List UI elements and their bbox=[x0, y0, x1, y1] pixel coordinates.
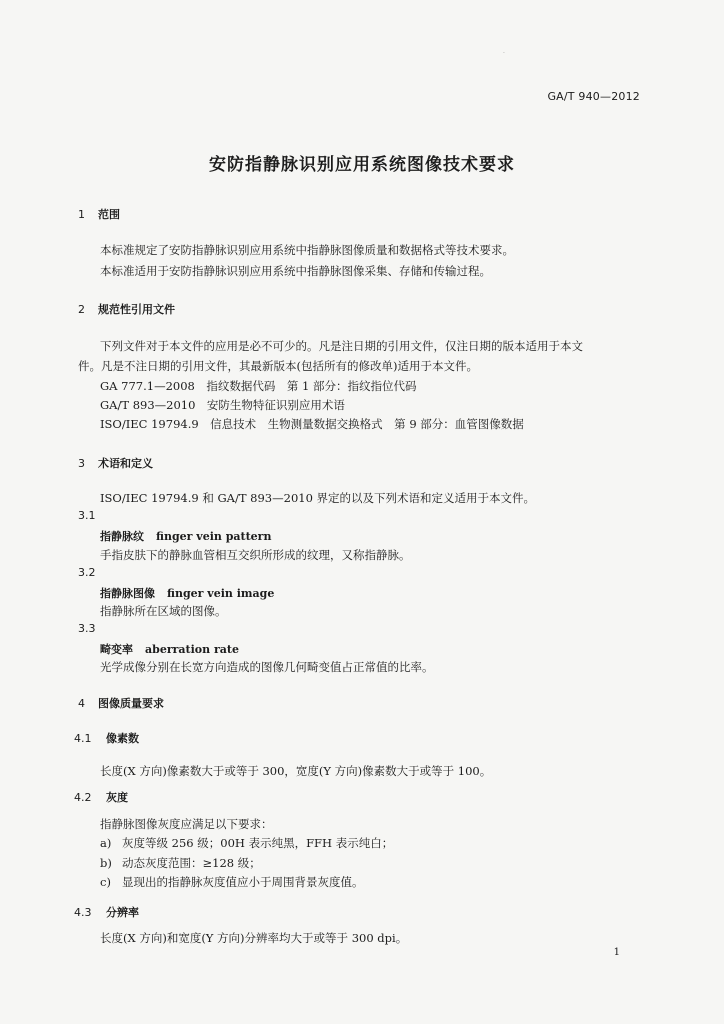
section-1-para-1: 本标准规定了安防指静脉识别应用系统中指静脉图像质量和数据格式等技术要求。 bbox=[100, 243, 514, 257]
section-number: 4 bbox=[78, 697, 85, 710]
section-3-heading bbox=[78, 455, 153, 471]
list-label: c) bbox=[100, 875, 111, 889]
term-definition: 光学成像分别在长宽方向造成的图像几何畸变值占正常值的比率。 bbox=[100, 660, 434, 674]
reference-item: GA 777.1—2008 指纹数据代码 第 1 部分：指纹指位代码 bbox=[100, 379, 417, 393]
term-en: finger vein pattern bbox=[156, 530, 272, 543]
subsection-number: 4.3 bbox=[74, 906, 92, 919]
section-2-para-line-2: 件。凡是不注日期的引用文件，其最新版本(包括所有的修改单)适用于本文件。 bbox=[78, 359, 478, 373]
page-number: 1 bbox=[613, 947, 620, 958]
list-label: a) bbox=[100, 836, 112, 850]
subsection-4-3-heading bbox=[74, 904, 139, 920]
subsection-title: 分辨率 bbox=[106, 906, 139, 919]
subsection-number: 4.1 bbox=[74, 732, 92, 745]
reference-item: ISO/IEC 19794.9 信息技术 生物测量数据交换格式 第 9 部分：血管图像数据 bbox=[100, 417, 524, 431]
section-number: 3 bbox=[78, 457, 85, 470]
list-item-b bbox=[100, 855, 261, 871]
list-label: b) bbox=[100, 856, 112, 870]
list-item-c bbox=[100, 874, 364, 890]
term-en: finger vein image bbox=[167, 587, 275, 600]
section-4-heading bbox=[78, 695, 164, 711]
section-3-intro: ISO/IEC 19794.9 和 GA/T 893—2010 界定的以及下列术语和定义适用于本文件。 bbox=[100, 491, 536, 505]
list-text: 动态灰度范围：≥128 级； bbox=[122, 856, 261, 870]
term-heading bbox=[100, 528, 271, 544]
subsection-number: 4.2 bbox=[74, 791, 92, 804]
term-definition: 指静脉所在区域的图像。 bbox=[100, 604, 227, 618]
list-text: 灰度等级 256 级；00H 表示纯黑，FFH 表示纯白； bbox=[122, 836, 394, 850]
section-number: 1 bbox=[78, 208, 85, 221]
subsection-4-1-heading bbox=[74, 730, 139, 746]
section-1-heading bbox=[78, 206, 120, 222]
list-item-a bbox=[100, 835, 393, 851]
document-title: 安防指静脉识别应用系统图像技术要求 bbox=[209, 155, 515, 175]
scan-speck: · bbox=[503, 50, 505, 57]
subsection-4-3-text: 长度(X 方向)和宽度(Y 方向)分辨率均大于或等于 300 dpi。 bbox=[100, 931, 408, 945]
term-en: aberration rate bbox=[145, 643, 239, 656]
subsection-title: 灰度 bbox=[106, 791, 128, 804]
section-number: 2 bbox=[78, 303, 85, 316]
subsection-4-2-heading bbox=[74, 789, 128, 805]
term-number: 3.1 bbox=[78, 509, 96, 522]
term-heading bbox=[100, 641, 239, 657]
term-zh: 指静脉纹 bbox=[100, 530, 144, 543]
section-2-heading bbox=[78, 301, 175, 317]
term-number: 3.3 bbox=[78, 622, 96, 635]
subsection-4-2-intro: 指静脉图像灰度应满足以下要求： bbox=[100, 817, 273, 831]
subsection-title: 像素数 bbox=[106, 732, 139, 745]
section-title: 图像质量要求 bbox=[98, 697, 164, 710]
section-2-para-line-1: 下列文件对于本文件的应用是必不可少的。凡是注日期的引用文件，仅注日期的版本适用于本文 bbox=[100, 339, 583, 353]
term-definition: 手指皮肤下的静脉血管相互交织所形成的纹理，又称指静脉。 bbox=[100, 548, 411, 562]
term-zh: 指静脉图像 bbox=[100, 587, 155, 600]
section-title: 术语和定义 bbox=[98, 457, 153, 470]
section-title: 规范性引用文件 bbox=[98, 303, 175, 316]
term-heading bbox=[100, 585, 274, 601]
term-zh: 畸变率 bbox=[100, 643, 133, 656]
standard-number: GA/T 940—2012 bbox=[547, 90, 640, 103]
list-text: 显现出的指静脉灰度值应小于周围背景灰度值。 bbox=[122, 875, 364, 889]
subsection-4-1-text: 长度(X 方向)像素数大于或等于 300，宽度(Y 方向)像素数大于或等于 100。 bbox=[100, 764, 492, 778]
section-1-para-2: 本标准适用于安防指静脉识别应用系统中指静脉图像采集、存储和传输过程。 bbox=[100, 264, 491, 278]
term-number: 3.2 bbox=[78, 566, 96, 579]
section-title: 范围 bbox=[98, 208, 120, 221]
reference-item: GA/T 893—2010 安防生物特征识别应用术语 bbox=[100, 398, 345, 412]
